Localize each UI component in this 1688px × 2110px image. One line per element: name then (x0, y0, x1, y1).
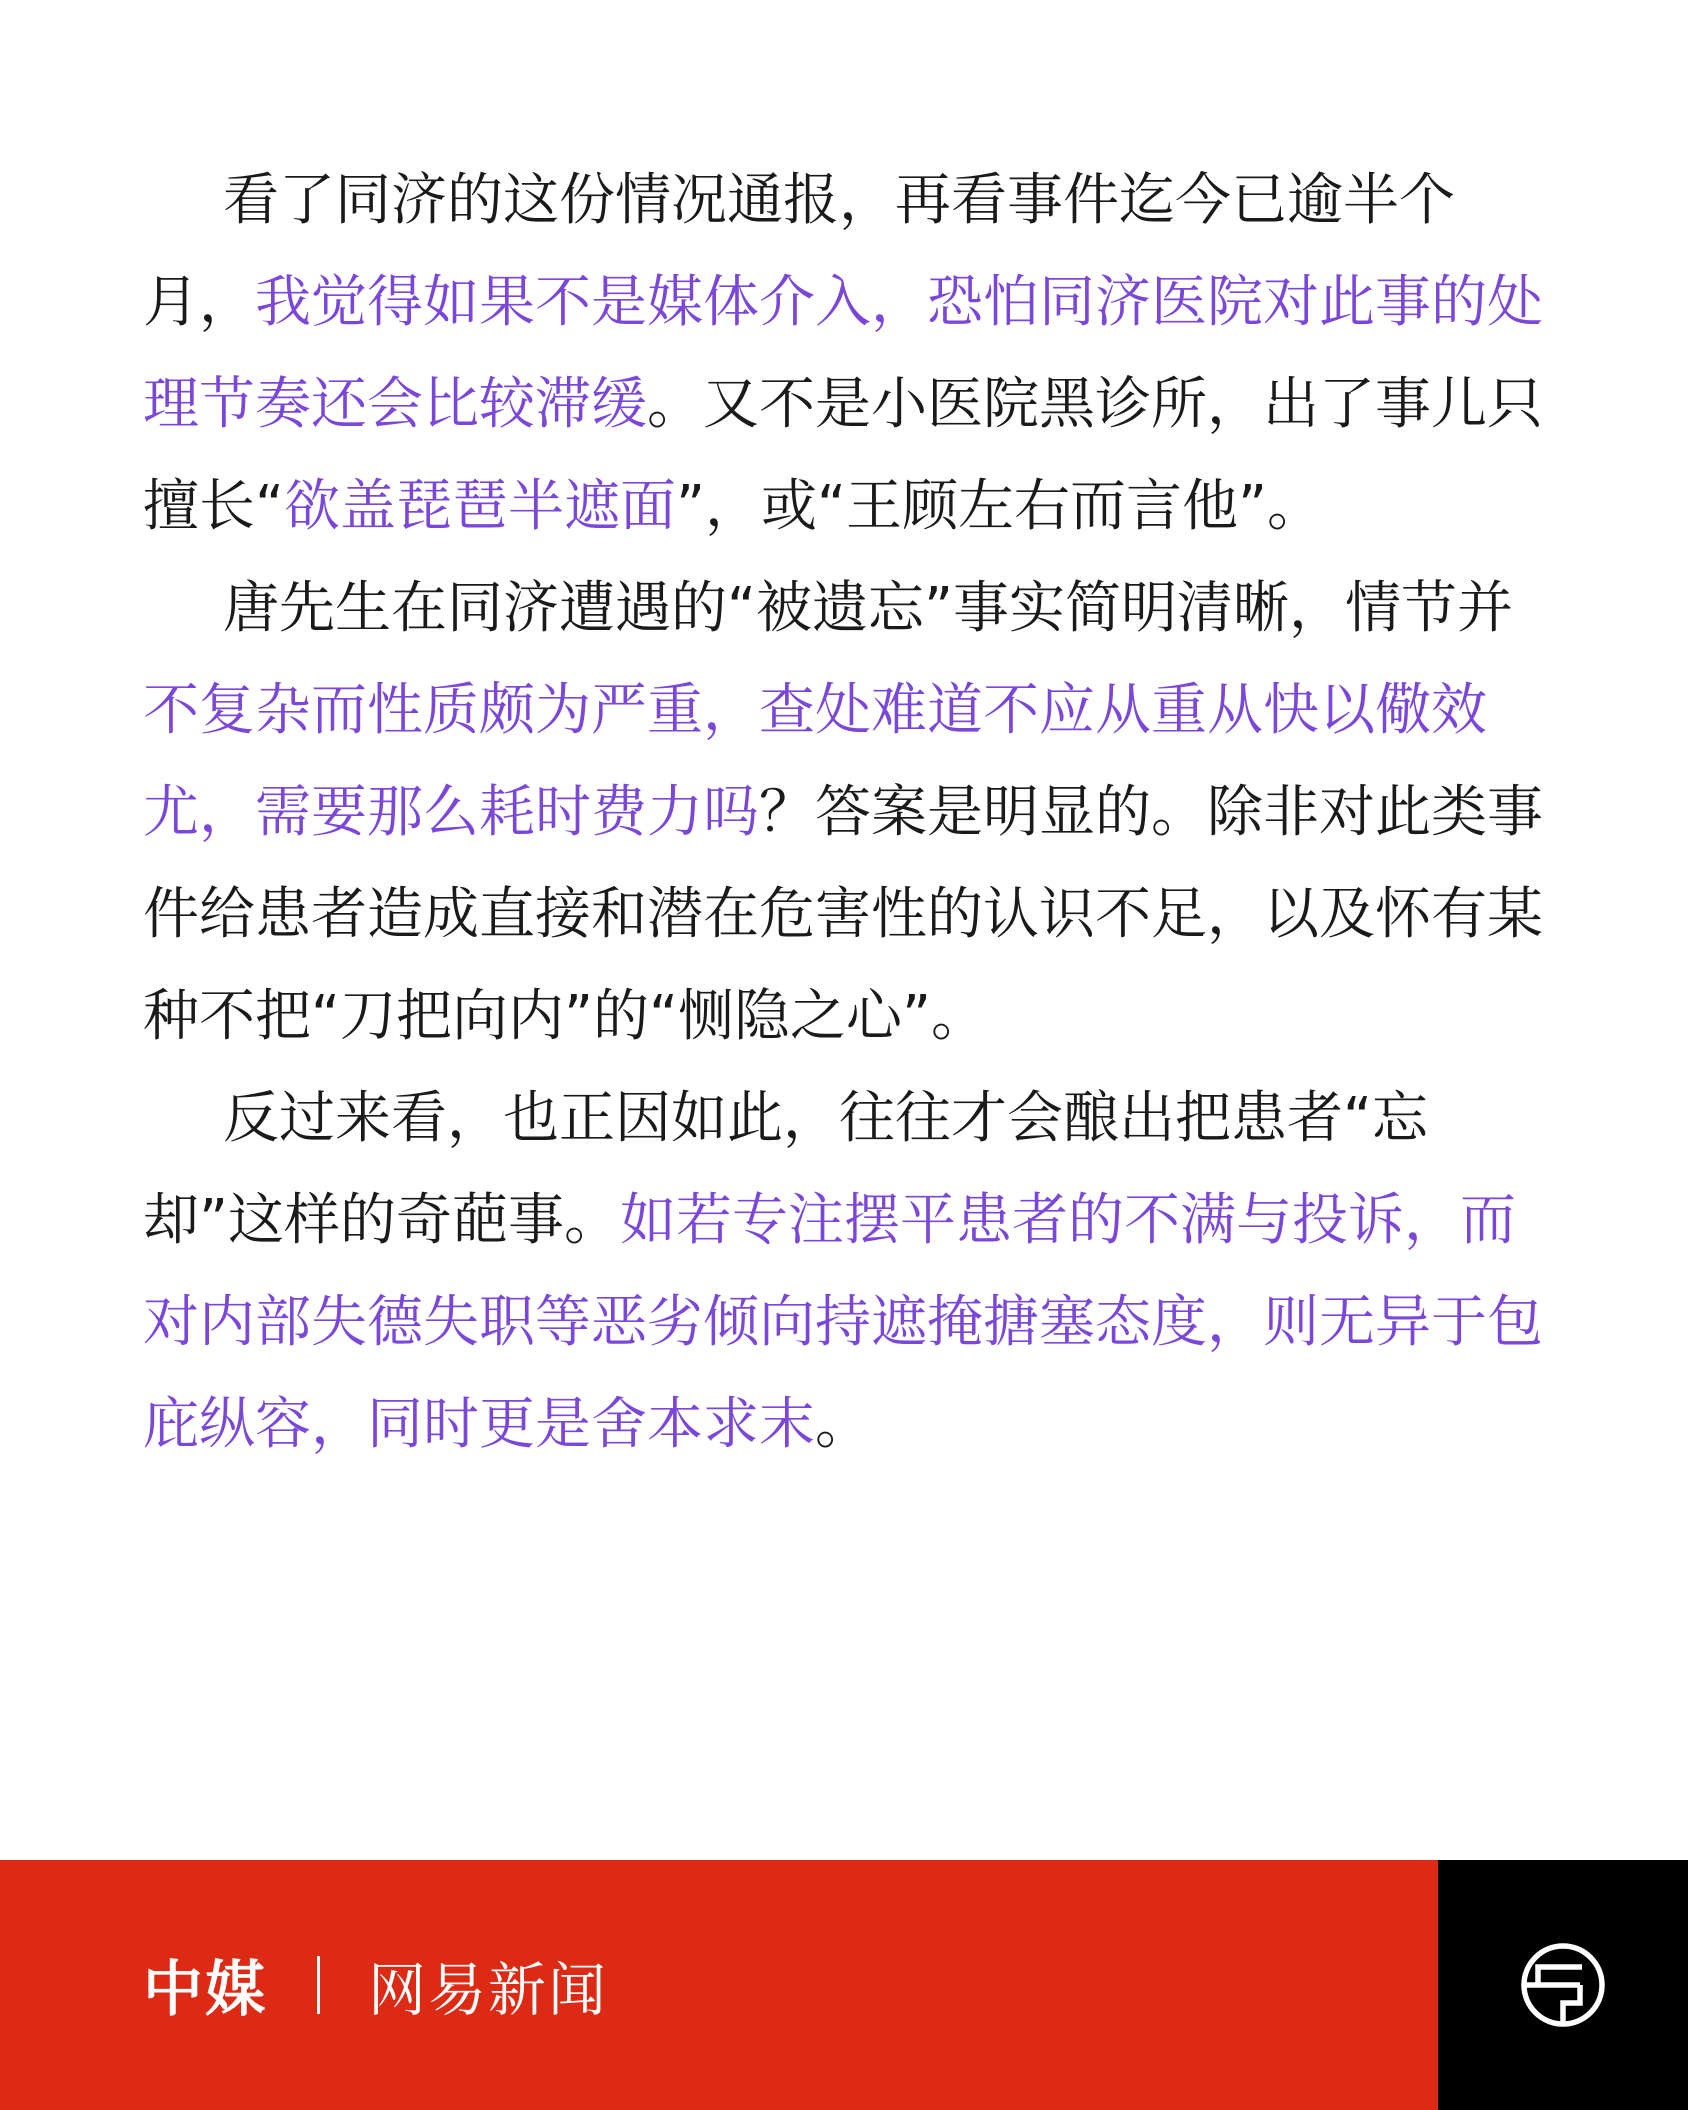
brand-primary-label: 中媒 (143, 1955, 267, 2025)
body-text: ？答案是明显的。除非对此类事件给患者造成直接和潜在危害性的认识不足，以及怀有某种不把“刀把向内”的“恻隐之心”。 (143, 780, 1543, 1049)
body-text: 。又不是小医院黑诊所，出了事儿只擅长“ (143, 372, 1543, 539)
brand-secondary-label: 网易新闻 (368, 1956, 609, 2024)
article-paragraph (143, 558, 1563, 1068)
body-text: 看了同济的这份情况通报，再看事件迄今已逾半个月， (143, 168, 1455, 335)
footer-bar (0, 1860, 1688, 2110)
footer-brand-area (0, 1860, 1438, 2110)
article-paragraph (143, 150, 1563, 558)
brand-divider (317, 1956, 320, 2014)
highlighted-text: 如若专注摆平患者的不满与投诉，而对内部失德失职等恶劣倾向持遮掩搪塞态度，则无异于包庇纵容，同时更是舍本求末 (143, 1188, 1543, 1457)
footer-logo-area (1438, 1860, 1688, 2110)
body-text: 唐先生在同济遭遇的“被遗忘”事实简明清晰，情节并 (223, 576, 1514, 641)
highlighted-text: 我觉得如果不是媒体介入，恐怕同济医院对此事的处理节奏还会比较滞缓 (143, 270, 1543, 437)
article-body (143, 150, 1563, 1476)
netease-logo-icon (1518, 1940, 1608, 2030)
article-paragraph (143, 1068, 1563, 1476)
highlighted-text: 不复杂而性质颇为严重，查处难道不应从重从快以儆效尤，需要那么耗时费力吗 (143, 678, 1487, 845)
body-text: ”，或“王顾左右而言他”。 (676, 474, 1324, 539)
highlighted-text: 欲盖琵琶半遮面 (284, 474, 677, 539)
body-text: 反过来看，也正因如此，往往才会酿出把患者“忘却”这样的奇葩事。 (143, 1086, 1429, 1253)
body-text: 。 (815, 1392, 871, 1457)
